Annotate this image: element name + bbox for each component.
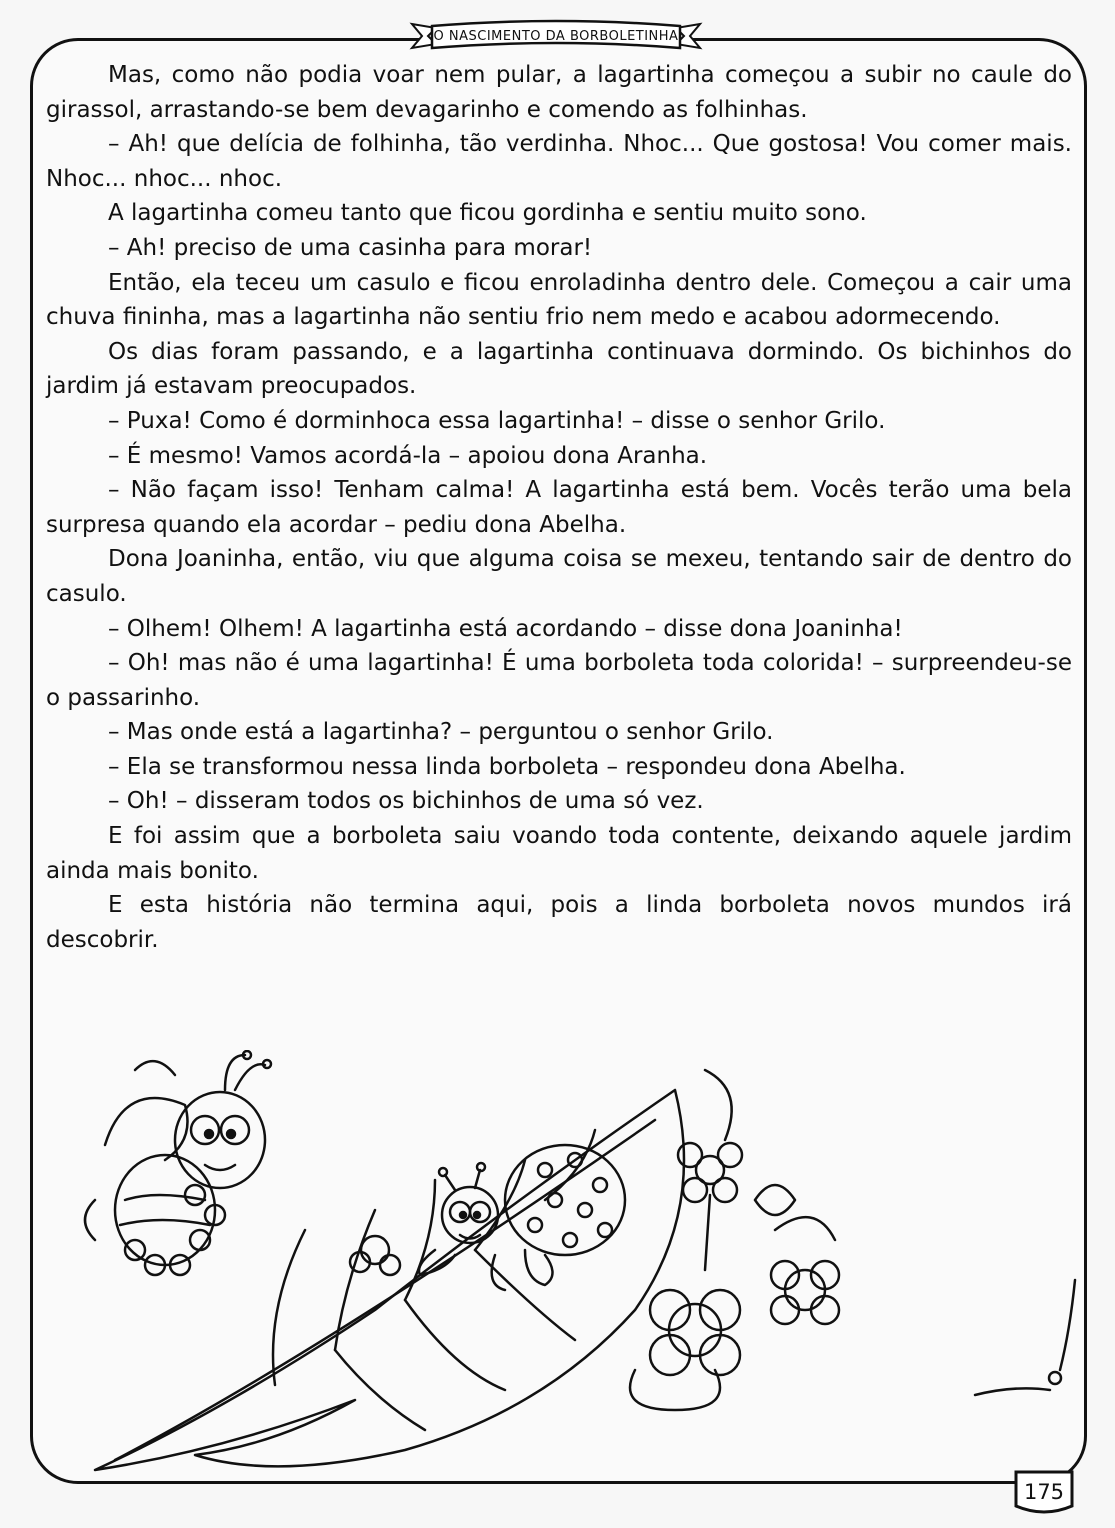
story-paragraph: Mas, como não podia voar nem pular, a lagartinha começou a subir no caule do girassol, arrastando-se bem devagarinho e comendo as folhinhas. <box>46 62 1072 123</box>
caterpillar-icon <box>85 1051 271 1275</box>
story-paragraph: A lagartinha comeu tanto que ficou gordinha e sentiu muito sono. <box>108 200 867 227</box>
story-paragraph: – Puxa! Como é dorminhoca essa lagartinha! – disse o senhor Grilo. <box>108 407 886 434</box>
title-banner <box>406 14 706 58</box>
story-paragraph: – É mesmo! Vamos acordá-la – apoiou dona Aranha. <box>108 442 708 469</box>
story-paragraph: – Olhem! Olhem! A lagartinha está acordando – disse dona Joaninha! <box>108 615 903 642</box>
story-paragraph: E foi assim que a borboleta saiu voando toda contente, deixando aquele jardim ainda mais bonito. <box>46 823 1072 884</box>
story-paragraph: – Oh! mas não é uma lagartinha! É uma borboleta toda colorida! – surpreendeu-se o passarinho. <box>46 650 1072 711</box>
story-paragraph: Então, ela teceu um casulo e ficou enroladinha dentro dele. Começou a cair uma chuva fininha, mas a lagartinha não sentiu frio nem medo e acabou adormecendo. <box>46 269 1072 331</box>
page-title: O NASCIMENTO DA BORBOLETINHA <box>433 28 679 44</box>
story-paragraph: Os dias foram passando, e a lagartinha continuava dormindo. Os bichinhos do jardim já estavam preocupados. <box>46 338 1072 400</box>
story-paragraph: – Mas onde está a lagartinha? – perguntou o senhor Grilo. <box>108 719 774 746</box>
coloring-illustration <box>75 1050 1085 1490</box>
flowers-icon <box>630 1070 839 1410</box>
story-paragraph: – Ah! que delícia de folhinha, tão verdinha. Nhoc... Que gostosa! Vou comer mais. Nhoc... nhoc... nhoc. <box>46 131 1072 192</box>
story-paragraph: E esta história não termina aqui, pois a linda borboleta novos mundos irá descobrir. <box>46 892 1072 953</box>
story-paragraph: – Não façam isso! Tenham calma! A lagartinha está bem. Vocês terão uma bela surpresa quando ela acordar – pediu dona Abelha. <box>46 477 1072 538</box>
story-paragraph: – Ah! preciso de uma casinha para morar! <box>108 234 593 261</box>
story-paragraph: Dona Joaninha, então, viu que alguma coisa se mexeu, tentando sair de dentro do casulo. <box>46 546 1072 607</box>
story-paragraph: – Ela se transformou nessa linda borboleta – respondeu dona Abelha. <box>108 753 906 780</box>
story-body <box>46 58 1072 957</box>
story-paragraph: – Oh! – disseram todos os bichinhos de uma só vez. <box>108 788 704 815</box>
page-number: 175 <box>1023 1480 1065 1504</box>
corner-ornament-icon <box>975 1280 1075 1395</box>
leaf-icon <box>95 1090 684 1470</box>
